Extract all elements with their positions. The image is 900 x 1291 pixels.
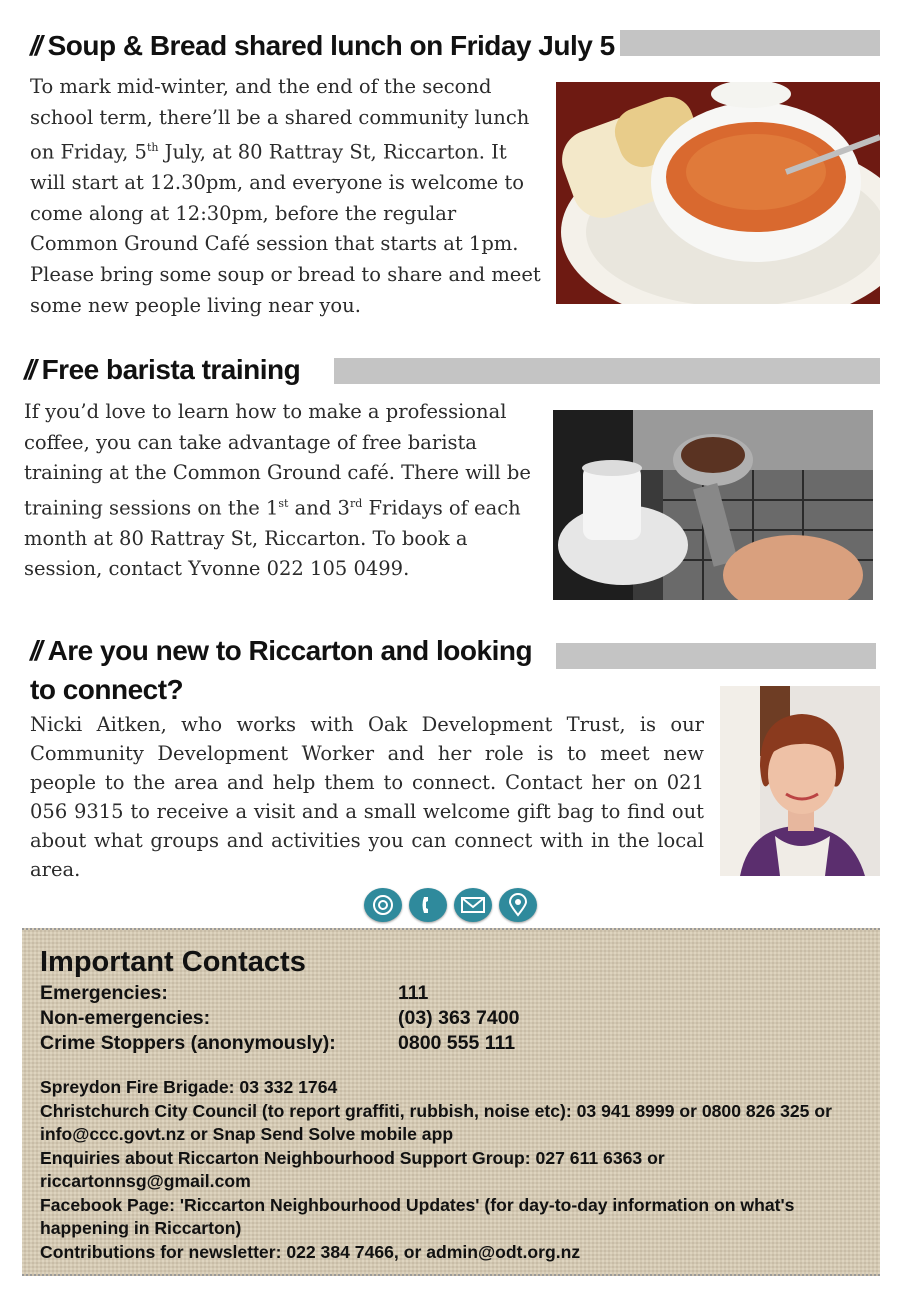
contact-row-non-emergencies [40,1007,520,1030]
location-pin-icon [499,888,537,922]
double-slash-icon: // [30,30,40,61]
contact-label: Non-emergencies: [40,1007,211,1029]
contact-number: 0800 555 111 [398,1032,516,1054]
contact-line-fire-brigade: Spreydon Fire Brigade: 03 332 1764 [40,1077,338,1097]
important-contacts-box [22,928,880,1276]
contact-row-emergencies [40,982,429,1005]
contact-line-newsletter: Contributions for newsletter: 022 384 7466, or admin@odt.org.nz [40,1241,581,1262]
contact-row-crime-stoppers [40,1032,516,1055]
contact-line-neighbourhood-support: Enquiries about Riccarton Neighbourhood Support Group: 027 611 6363 or riccartonnsg@gmail.com [40,1147,665,1191]
heading-bar [620,30,880,56]
contact-label: Emergencies: [40,982,168,1004]
double-slash-icon: // [30,635,40,666]
portrait-photo-nicki-aitken [720,686,880,876]
heading-text: to connect? [30,674,184,705]
soup-bread-photo [556,82,880,304]
at-icon [364,888,402,922]
section-heading-new-to-riccarton-line2 [30,674,183,706]
heading-text: Free barista training [41,354,301,385]
heading-text: Soup & Bread shared lunch on Friday July 5 [47,30,615,61]
barista-coffee-photo [553,410,873,600]
contact-line-facebook: Facebook Page: 'Riccarton Neighbourhood Updates' (for day-to-day information on what's happening in Riccarton) [40,1194,795,1238]
envelope-icon [454,888,492,922]
contact-details-list [40,1076,870,1264]
section-heading-soup-bread [30,30,615,62]
contact-icons-row [364,888,544,924]
contact-label: Crime Stoppers (anonymously): [40,1032,336,1054]
double-slash-icon: // [24,354,34,385]
section-heading-barista [24,354,300,386]
contacts-title: Important Contacts [40,946,306,978]
section-heading-new-to-riccarton [30,635,532,667]
section-body-soup-bread: To mark mid-winter, and the end of the second school term, there’ll be a shared community lunch on Friday, 5th July, at 80 Rattray St, Riccarton. It will start at 12.30pm, and everyone is welcome to come along at 12:30pm, before the regular Common Ground Café session that starts at 1pm. Please bring some soup or bread to share and meet some new people living near you. [30,75,541,317]
contact-number: (03) 363 7400 [398,1007,520,1029]
heading-bar [556,643,876,669]
heading-bar [334,358,880,384]
section-body-new-to-riccarton [30,710,704,884]
contact-line-city-council: Christchurch City Council (to report graffiti, rubbish, noise etc): 03 941 8999 or 0800 826 325 or info@ccc.govt.nz or Snap Send Solve mobile app [40,1100,832,1144]
heading-text: Are you new to Riccarton and looking [47,635,533,666]
section-body-barista: If you’d love to learn how to make a professional coffee, you can take advantage of free barista training at the Common Ground café. There will be training sessions on the 1st and 3rd Fridays of each month at 80 Rattray St, Riccarton. To book a session, contact Yvonne 022 105 0499. [24,400,531,581]
phone-icon [409,888,447,922]
contact-number: 111 [398,982,429,1004]
body-text: Nicki Aitken, who works with Oak Development Trust, is our Community Development Worker and her role is to meet new people to the area and help them to connect. Contact her on 021 056 9315 to receive a visit and a small welcome gift bag to find out about what groups and activities you can connect with in the local area. [30,713,704,881]
